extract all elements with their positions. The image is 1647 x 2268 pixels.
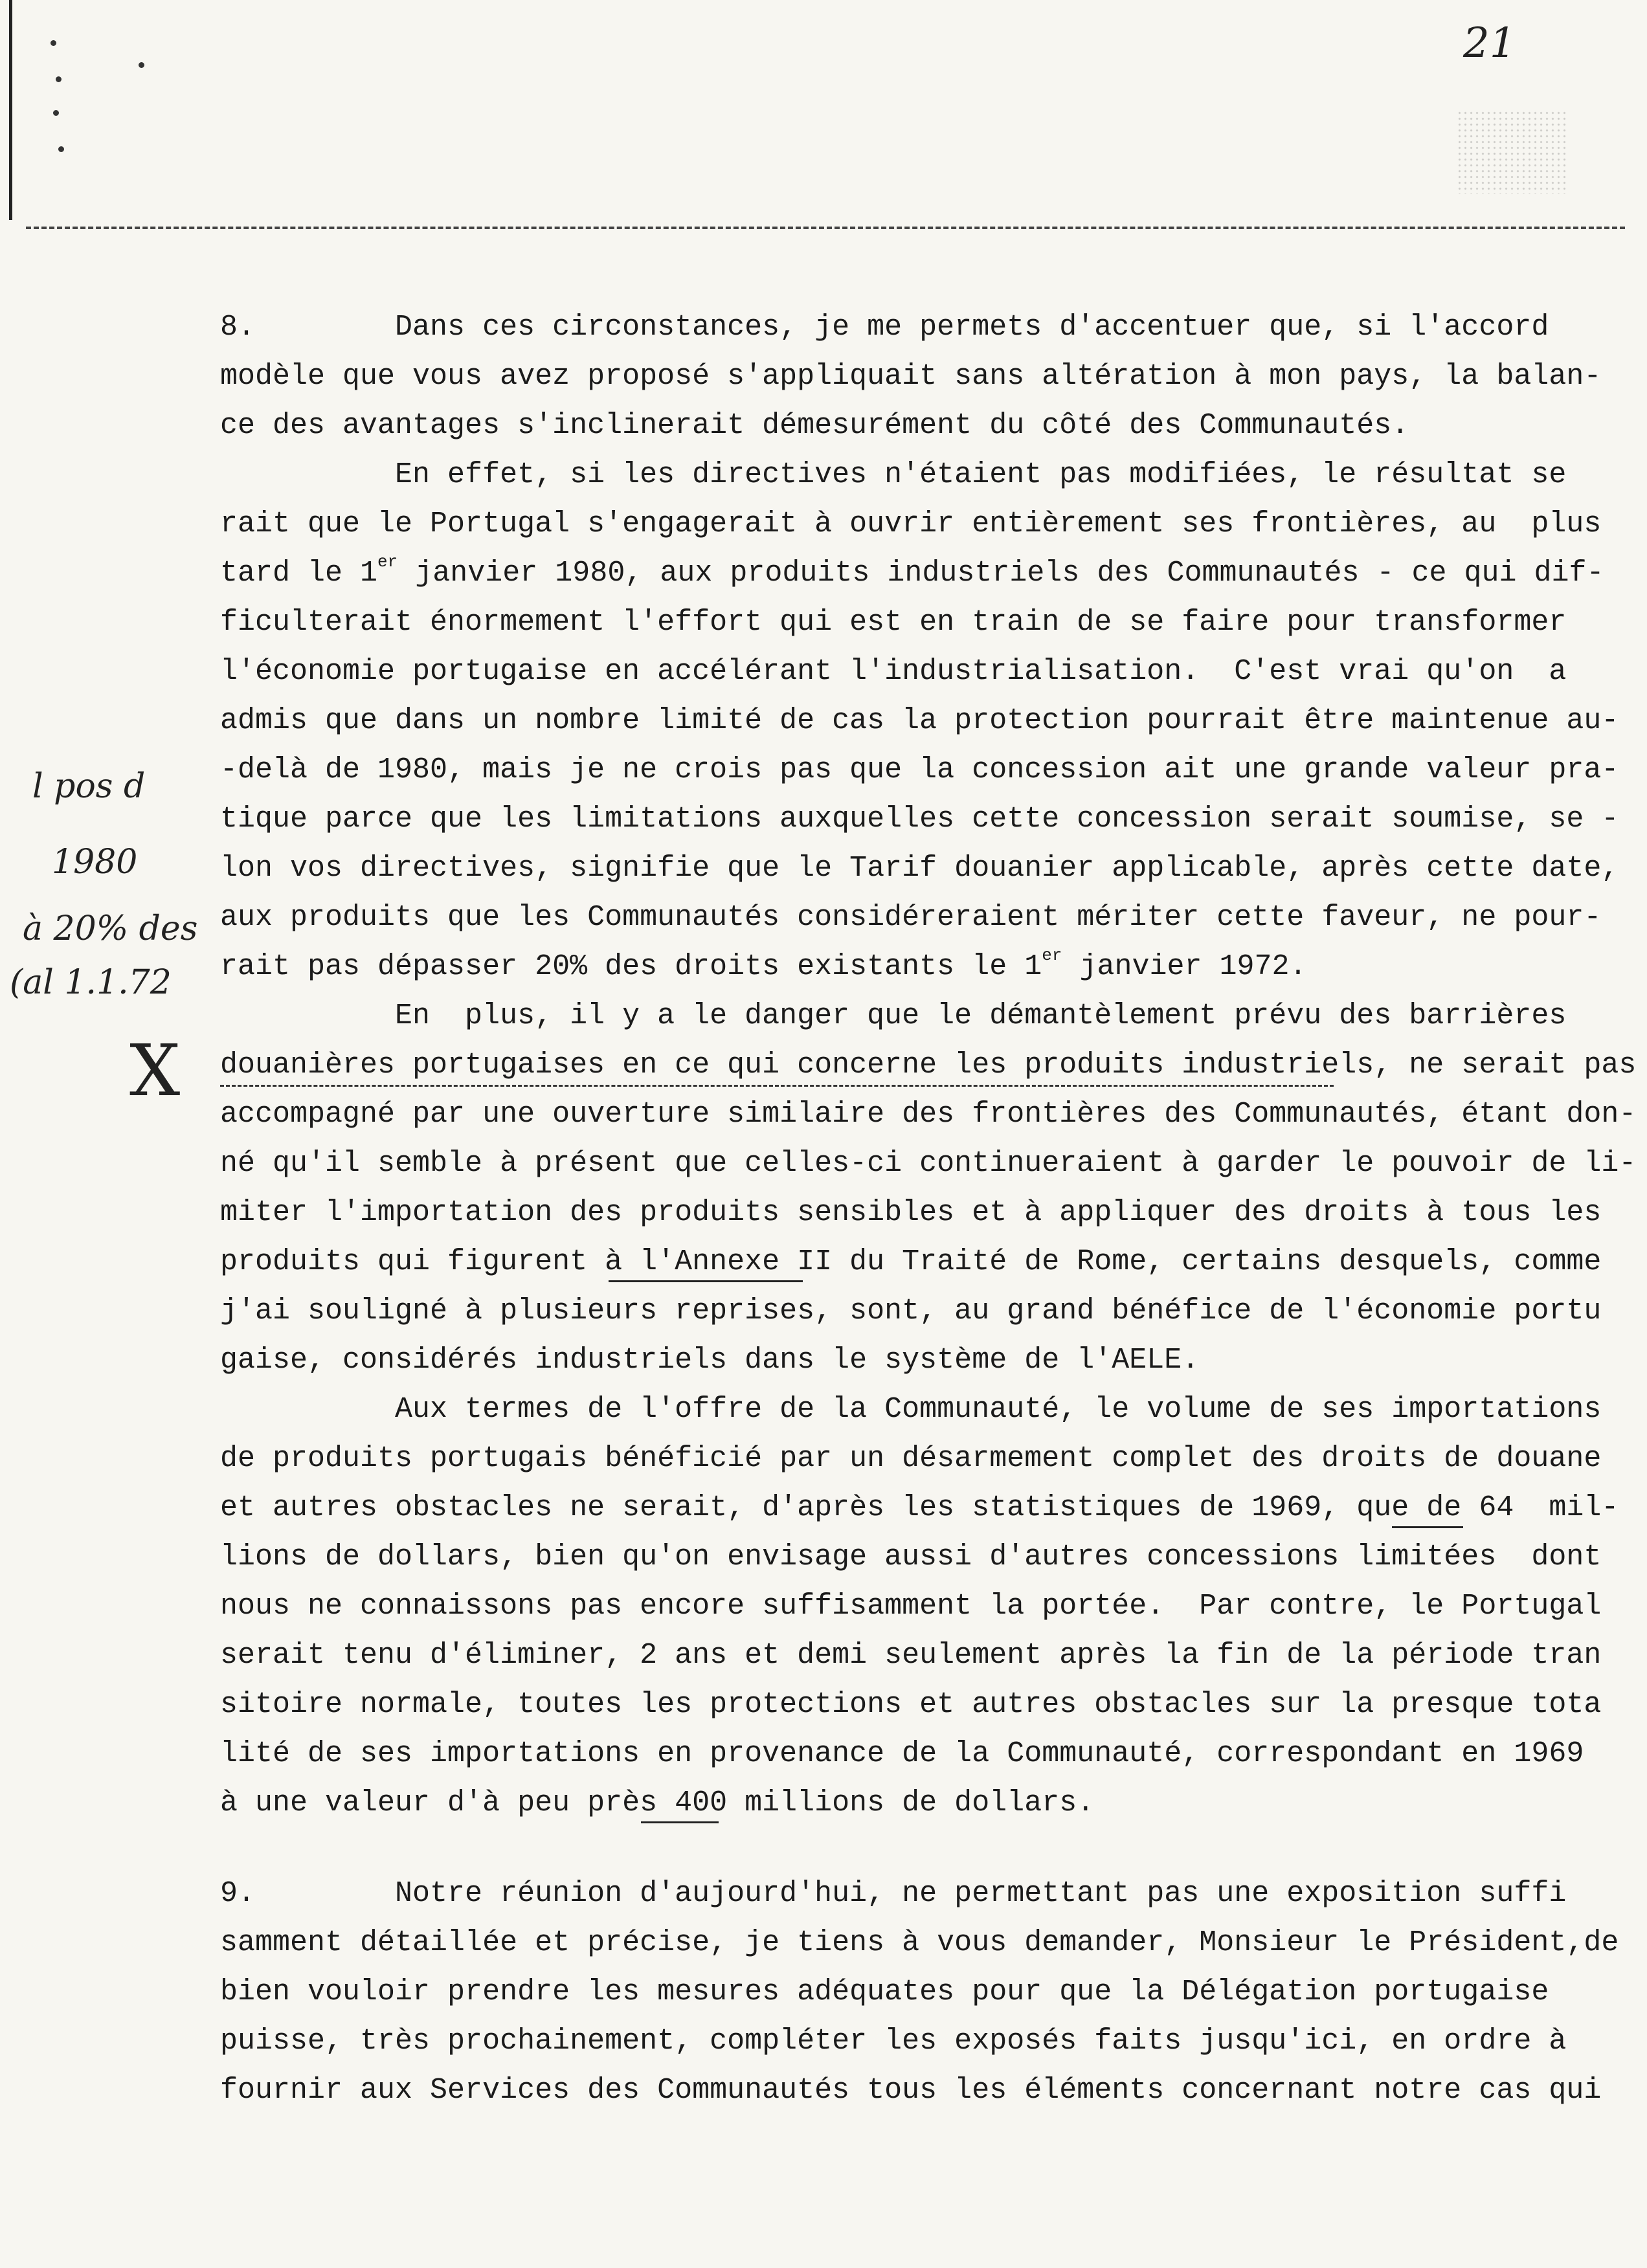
scan-speck [139,62,144,68]
underline-mark [1392,1526,1463,1528]
text-line: né qu'il semble à présent que celles-ci continueraient à garder le pouvoir de li- [220,1147,1637,1180]
superscript: er [377,552,398,572]
text-line: de produits portugais bénéficié par un désarmement complet des droits de douane [220,1442,1602,1475]
text-line: ce des avantages s'inclinerait démesurément du côté des Communautés. [220,409,1409,442]
left-binding-edge [9,0,12,220]
text-line: nous ne connaissons pas encore suffisamment la portée. Par contre, le Portugal [220,1590,1602,1623]
underline-mark [609,1280,803,1282]
text-line: aux produits que les Communautés considéreraient mériter cette faveur, ne pour- [220,901,1602,934]
text-segment: rait pas dépasser 20% des droits existants le 1 [220,950,1042,983]
text-line: admis que dans un nombre limité de cas la protection pourrait être maintenue au- [220,704,1619,737]
text-line: serait tenu d'éliminer, 2 ans et demi seulement après la fin de la période tran [220,1639,1602,1672]
text-line: gaise, considérés industriels dans le système de l'AELE. [220,1344,1200,1377]
margin-note: à 20% des [23,909,198,948]
text-line: accompagné par une ouverture similaire des frontières des Communautés, étant don- [220,1098,1637,1131]
text-line: miter l'importation des produits sensibles et à appliquer des droits à tous les [220,1196,1602,1229]
scan-speck [56,76,62,82]
text-line: En plus, il y a le danger que le démantèlement prévu des barrières [220,999,1567,1032]
text-line: Aux termes de l'offre de la Communauté, le volume de ses importations [220,1393,1602,1426]
stamp-smudge [1457,110,1567,194]
text-line: lions de dollars, bien qu'on envisage aussi d'autres concessions limitées dont [220,1540,1602,1573]
text-segment: janvier 1980, aux produits industriels des Communautés - ce qui dif- [398,557,1604,590]
text-line: 9. Notre réunion d'aujourd'hui, ne permettant pas une exposition suffi [220,1877,1567,1910]
text-line [220,549,1604,598]
text-line: fournir aux Services des Communautés tous les éléments concernant notre cas qui [220,2074,1602,2107]
underline-mark [220,1085,1334,1087]
superscript: er [1042,946,1062,965]
text-line: ficulterait énormement l'effort qui est en train de se faire pour transformer [220,606,1567,639]
text-line: j'ai souligné à plusieurs reprises, sont, au grand bénéfice de l'économie portu [220,1295,1602,1328]
margin-note: (al 1.1.72 [10,963,172,1002]
text-segment: tard le 1 [220,557,378,590]
text-line: -delà de 1980, mais je ne crois pas que la concession ait une grande valeur pra- [220,753,1619,786]
header-dashed-rule [26,227,1625,229]
margin-cross-mark: X [129,1029,181,1112]
text-line: puisse, très prochainement, compléter les exposés faits jusqu'ici, en ordre à [220,2025,1567,2058]
text-line: rait que le Portugal s'engagerait à ouvrir entièrement ses frontières, au plus [220,507,1602,540]
text-line: sitoire normale, toutes les protections et autres obstacles sur la presque tota [220,1688,1602,1721]
text-line: bien vouloir prendre les mesures adéquates pour que la Délégation portugaise [220,1975,1549,2008]
text-line: samment détaillée et précise, je tiens à vous demander, Monsieur le Président,de [220,1926,1619,1959]
page-number: 21 [1463,19,1516,67]
text-line: En effet, si les directives n'étaient pas modifiées, le résultat se [220,458,1567,491]
scan-speck [58,146,64,152]
text-line: et autres obstacles ne serait, d'après les statistiques de 1969, que de 64 mil- [220,1491,1619,1524]
margin-note: 1980 [52,843,138,882]
underline-mark [641,1821,719,1823]
text-line: à une valeur d'à peu près 400 millions de dollars. [220,1786,1095,1819]
text-line: l'économie portugaise en accélérant l'industrialisation. C'est vrai qu'on a [220,655,1567,688]
scan-speck [50,40,56,46]
text-line: produits qui figurent à l'Annexe II du Traité de Rome, certains desquels, comme [220,1245,1602,1278]
text-line: tique parce que les limitations auxquelles cette concession serait soumise, se - [220,803,1619,836]
text-line [220,942,1307,992]
text-line: lité de ses importations en provenance de la Communauté, correspondant en 1969 [220,1737,1584,1770]
text-line: lon vos directives, signifie que le Tarif douanier applicable, après cette date, [220,852,1619,885]
text-segment: janvier 1972. [1062,950,1307,983]
scan-speck [53,110,59,116]
text-line: 8. Dans ces circonstances, je me permets d'accentuer que, si l'accord [220,311,1549,344]
margin-note: l pos d [32,767,146,806]
text-line: douanières portugaises en ce qui concerne les produits industriels, ne serait pas [220,1049,1637,1082]
text-line: modèle que vous avez proposé s'appliquait sans altération à mon pays, la balan- [220,360,1602,393]
